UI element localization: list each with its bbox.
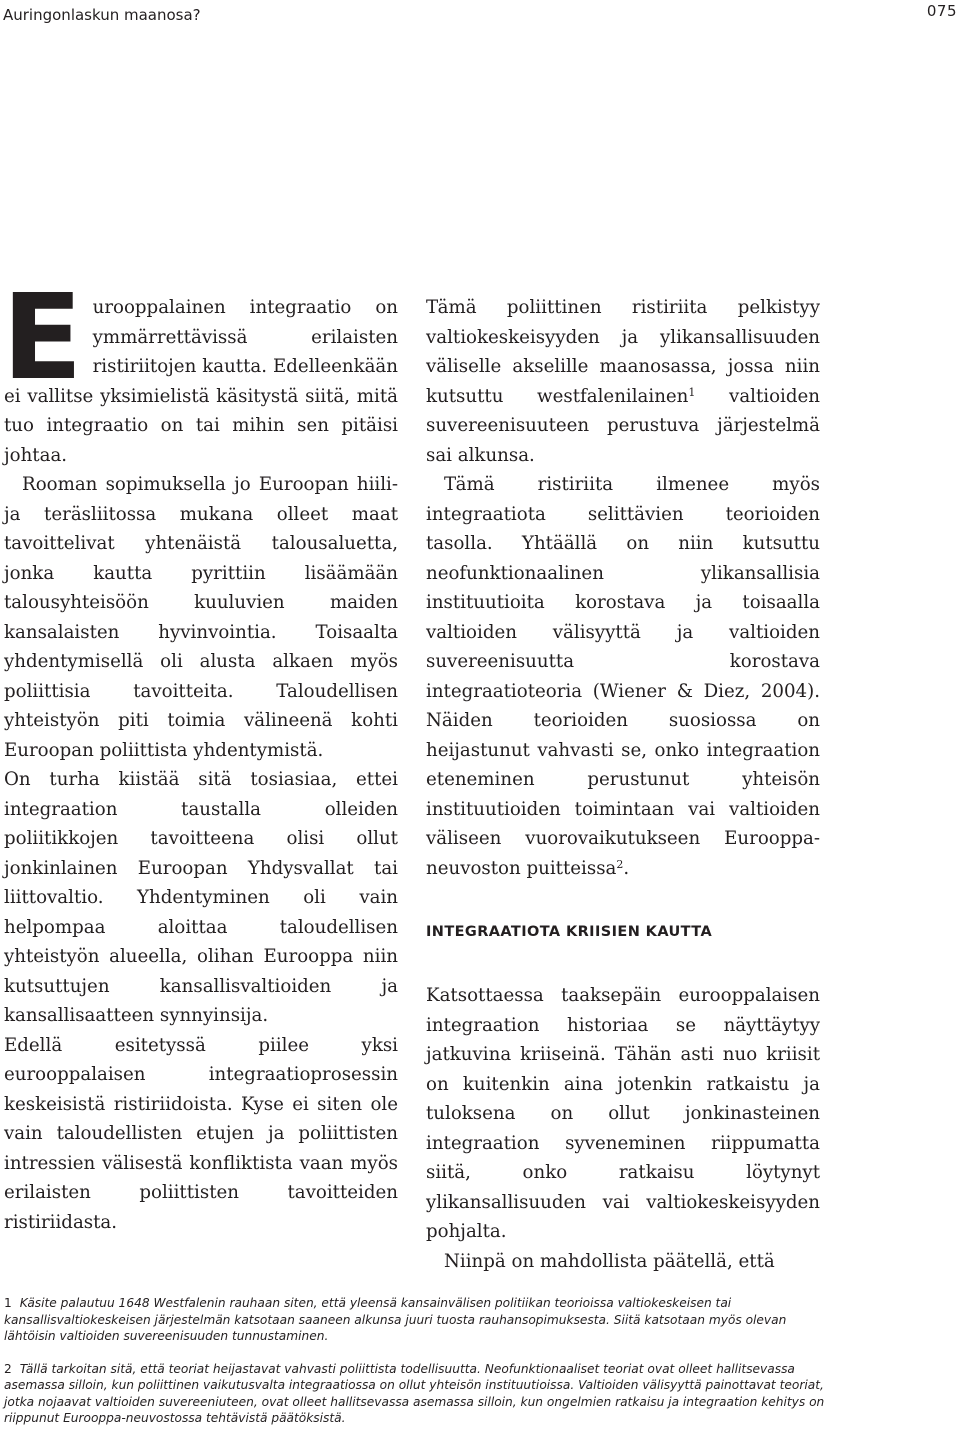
westphalian-text-end: valtioiden suvereenisuuteen perustuva järjestelmä sai alkunsa. <box>426 385 820 466</box>
body-paragraph-conclusion: Niinpä on mahdollista päätellä, että <box>444 1250 775 1272</box>
body-paragraph-crises: Katsottaessa taaksepäin eurooppalaisen integraation historiaa se näyttäytyy jatkuvina kriiseinä. Tähän asti nuo kriisit on kuitenkin aina jotenkin ratkaistu ja tuloksena on ollut jonkinasteinen integraation syveneminen riippumatta siitä, onko ratkaisu löytynyt ylikansallisuuden vai valtiokeskeisyyden pohjalta. <box>426 985 820 1242</box>
body-paragraph-contradictions: Edellä esitetyssä piilee yksi eurooppalaisen integraatioprosessin keskeisistä ristiriidoista. Kyse ei siten ole vain taloudellisten etujen ja poliittisten intressien välisestä konfliktista vaan myös erilaisten poliittisten tavoitteiden ristiriidasta. <box>4 1034 398 1233</box>
drop-cap: E <box>2 268 83 406</box>
section-subheading: INTEGRAATIOTA KRIISIEN KAUTTA <box>426 924 713 940</box>
body-paragraph-theories <box>426 470 820 883</box>
running-title: Auringonlaskun maanosa? <box>3 6 201 24</box>
intro-paragraph <box>2 268 398 470</box>
theories-text: Tämä ristiriita ilmenee myös integraatiota selittävien teorioiden tasolla. Yhtäällä on niin kutsuttu neofunktionaalinen ylikansallisia instituutioita korostava ja toisaalla valtioiden välisyyttä ja valtioiden suvereenisuutta korostava integraatioteoria (Wiener & Diez, 2004). Näiden teorioiden suosiossa on heijastunut vahvasti se, onko integraation eteneminen perustunut yhteisön instituutioiden toimintaan vai valtioiden väliseen vuorovaikutukseen Eurooppa-neuvoston puitteissa <box>426 474 820 879</box>
body-paragraph-federation: On turha kiistää sitä tosiasiaa, ettei integraation taustalla olleiden poliitikkojen tavoitteena olisi ollut jonkinlainen Euroopan Yhdysvallat tai liittovaltio. Yhdentyminen oli vain helpompaa aloittaa taloudellisen yhteistyön alueella, olihan Eurooppa niin kutsuttujen kansallisvaltioiden ja kansallisaatteen synnyinsija. <box>4 769 398 1026</box>
footnote-2 <box>4 1361 826 1427</box>
theories-text-end: . <box>623 857 630 879</box>
footnote-text: Käsite palautuu 1648 Westfalenin rauhaan siten, että yleensä kansainvälisen politiikan teorioissa valtiokeskeisen tai kansallisvaltiokeskeisen järjestelmän katsotaan saaneen alkunsa juuri tuosta rauhansopimuksesta. Siitä katsotaan myös olevan lähtöisin valtioiden suvereenisuuden tunnustaminen. <box>4 1296 787 1343</box>
footnote-number: 1 <box>4 1296 12 1310</box>
right-column <box>426 293 820 1276</box>
footnote-1 <box>4 1295 826 1345</box>
intro-paragraph-text: urooppalainen integraatio on ymmärrettävissä erilaisten ristiriitojen kautta. Edelleenkään ei vallitse yksimielistä käsitystä siitä, mitä tuo integraatio on tai mihin sen pitäisi johtaa. <box>4 297 398 466</box>
footnote-number: 2 <box>4 1361 12 1376</box>
footnotes <box>4 1295 826 1443</box>
westphalian-text: Tämä poliittinen ristiriita pelkistyy valtiokeskeisyyden ja ylikansallisuuden väliselle akselille maanosassa, jossa niin kutsuttu westfalenilainen <box>426 297 820 407</box>
left-column <box>2 268 398 1237</box>
page-number: 075 <box>926 2 957 20</box>
footnote-text: Tällä tarkoitan sitä, että teoriat heijastavat vahvasti poliittista todellisuutta. Neofunktionaaliset teoriat ovat olleet hallitsevassa asemassa silloin, kun poliittinen vaikutusvalta integraatiossa on ollut yhteisön instituutioissa. Valtioiden välisyyttä painottavat teoriat, jotka nojaavat valtioiden suvereeniuteen, ovat olleet hallitsevassa asemassa silloin, kun ongelmien ratkaisu ja integraation kehitys on riippunut Eurooppa-neuvostossa tehtävistä päätöksistä. <box>4 1361 825 1425</box>
body-paragraph-rome-treaty: Rooman sopimuksella jo Euroopan hiili- ja teräsliitossa mukana olleet maat tavoittelivat yhtenäistä talousaluetta, jonka kautta pyrittiin lisäämään talousyhteisöön kuuluvien maiden kansalaisten hyvinvointia. Toisaalta yhdentymisellä oli alusta alkaen myös poliittisia tavoitteita. Taloudellisen yhteistyön piti toimia välineenä kohti Euroopan poliittista yhdentymistä. <box>4 474 398 761</box>
footnote-ref-1: 1 <box>688 385 696 399</box>
body-paragraph-westphalian <box>426 293 820 470</box>
footnote-ref-2: 2 <box>616 857 624 871</box>
